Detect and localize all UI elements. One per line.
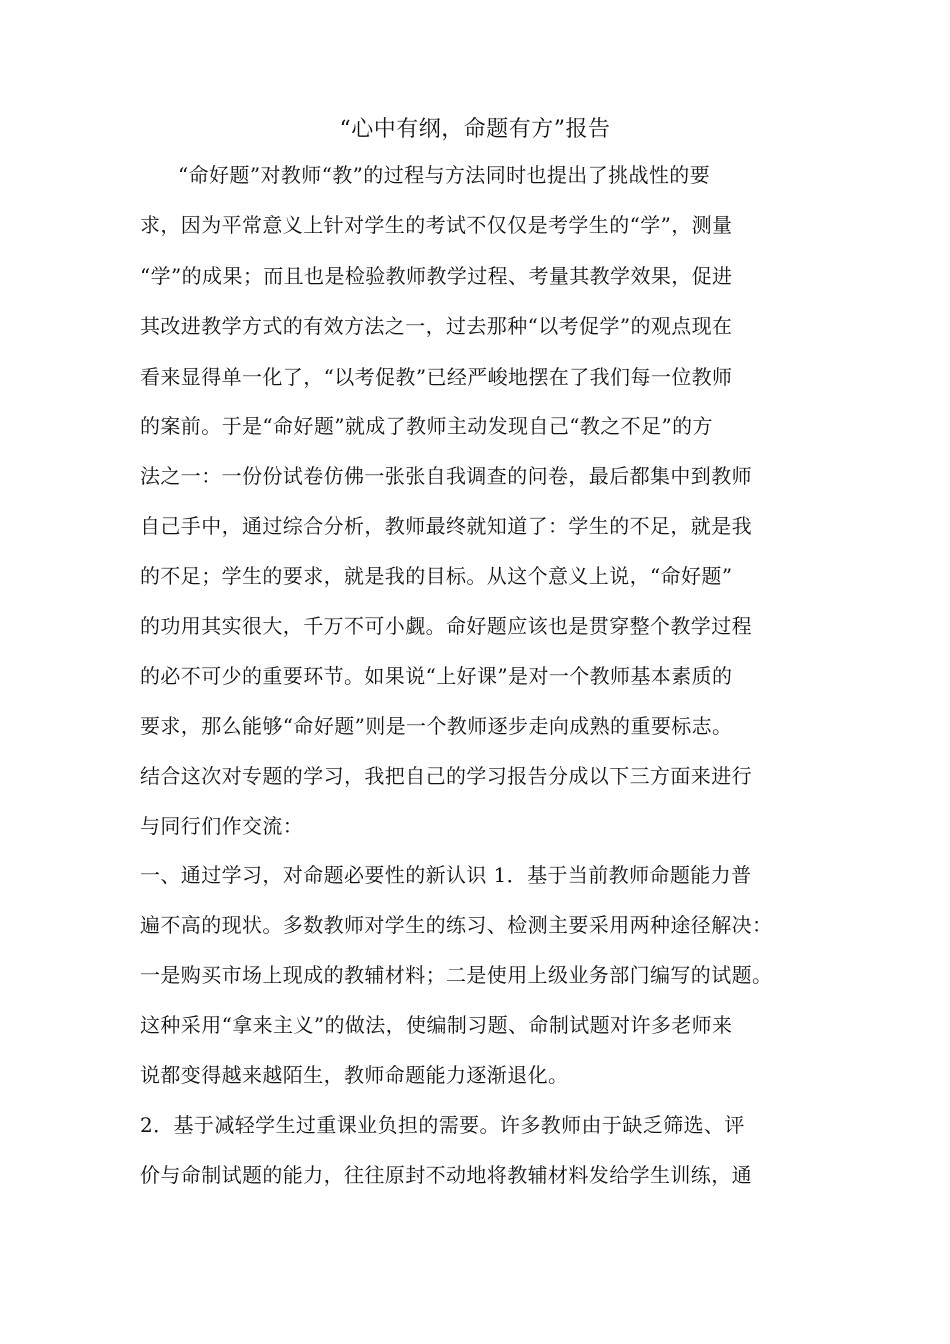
paragraph-line: “命好题”对教师“教”的过程与方法同时也提出了挑战性的要 [178, 163, 711, 187]
paragraph-line: 的不足；学生的要求，就是我的目标。从这个意义上说，“命好题” [140, 564, 733, 588]
paragraph-line: 求，因为平常意义上针对学生的考试不仅仅是考学生的“学”，测量 [140, 213, 733, 237]
paragraph-line: 的案前。于是“命好题”就成了教师主动发现自己“教之不足”的方 [140, 414, 713, 438]
document-title: “心中有纲，命题有方”报告 [339, 117, 611, 142]
paragraph-line: 自己手中，通过综合分析，教师最终就知道了：学生的不足，就是我 [140, 514, 752, 538]
paragraph-line: 的功用其实很大，千万不可小觑。命好题应该也是贯穿整个教学过程 [140, 614, 752, 638]
paragraph-line: 法之一：一份份试卷仿佛一张张自我调查的问卷，最后都集中到教师 [140, 464, 752, 488]
paragraph-line: 遍不高的现状。多数教师对学生的练习、检测主要采用两种途径解决： [140, 913, 773, 937]
paragraph-line: 这种采用“拿来主义”的做法，使编制习题、命制试题对许多老师来 [140, 1013, 733, 1037]
paragraph-line: 要求，那么能够“命好题”则是一个教师逐步走向成熟的重要标志。 [140, 714, 733, 738]
paragraph-line: 的必不可少的重要环节。如果说“上好课”是对一个教师基本素质的 [140, 664, 733, 688]
paragraph-line: 价与命制试题的能力，往往原封不动地将教辅材料发给学生训练，通 [140, 1163, 752, 1187]
section-heading-line: 一、通过学习，对命题必要性的新认识 1．基于当前教师命题能力普 [140, 863, 752, 887]
paragraph-line: 说都变得越来越陌生，教师命题能力逐渐退化。 [140, 1063, 569, 1087]
paragraph-line: 看来显得单一化了，“以考促教”已经严峻地摆在了我们每一位教师 [140, 365, 733, 389]
paragraph-line: “学”的成果；而且也是检验教师教学过程、考量其教学效果，促进 [140, 264, 733, 288]
paragraph-line: 一是购买市场上现成的教辅材料；二是使用上级业务部门编写的试题。 [140, 963, 773, 987]
paragraph-line: 与同行们作交流： [140, 814, 304, 838]
paragraph-line: 其改进教学方式的有效方法之一，过去那种“以考促学”的观点现在 [140, 314, 733, 338]
paragraph-line: 结合这次对专题的学习，我把自己的学习报告分成以下三方面来进行 [140, 764, 752, 788]
numbered-point-line: 2．基于减轻学生过重课业负担的需要。许多教师由于缺乏筛选、评 [140, 1113, 745, 1137]
